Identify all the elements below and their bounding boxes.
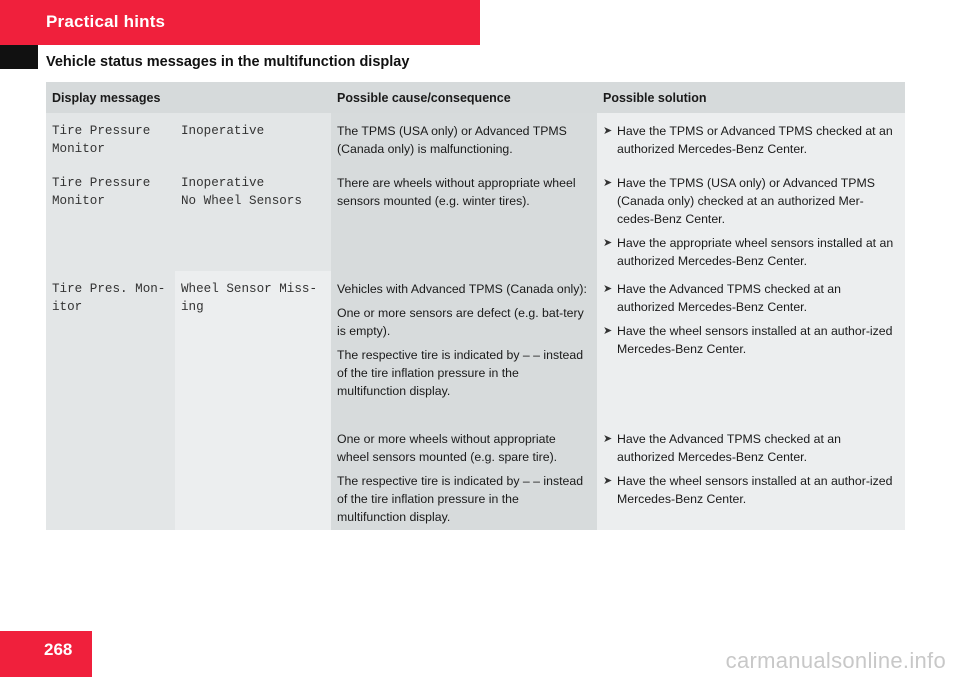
- page-header-title: Practical hints: [46, 12, 166, 31]
- solution-text: Have the Advanced TPMS checked at an authorized Mercedes-Benz Center.: [617, 432, 841, 464]
- row1-message-line2: Inoperative: [175, 113, 331, 165]
- cause-text: One or more wheels without appropriate wheel sensors mounted (e.g. spare tire).: [337, 432, 558, 464]
- row2-cause: [331, 165, 597, 271]
- row2-message-line1: Tire Pressure Monitor: [46, 165, 175, 271]
- row4-solution: [597, 421, 905, 530]
- table-header: [46, 82, 905, 113]
- cause-text: The respective tire is indicated by – – instead of the tire inflation pressure in the multifunction display.: [337, 474, 584, 524]
- column-header-solution: Possible solution: [603, 91, 707, 105]
- row1-message-line1: Tire Pressure Monitor: [46, 113, 175, 165]
- cause-text: There are wheels without appropriate wheel sensors mounted (e.g. winter tires).: [337, 176, 576, 208]
- solution-item: [603, 234, 899, 270]
- solution-item: [603, 430, 899, 466]
- section-title: Vehicle status messages in the multifunction display: [46, 54, 410, 70]
- arrow-right-icon: ➤: [603, 125, 613, 137]
- arrow-right-icon: ➤: [603, 177, 613, 189]
- row2-solution: [597, 165, 905, 271]
- row1-cause: [331, 113, 597, 165]
- row2-message-line2: Inoperative No Wheel Sensors: [175, 165, 331, 271]
- solution-item: [603, 280, 899, 316]
- row3-message-line1: Tire Pres. Mon- itor: [46, 271, 175, 530]
- row3-cause: [331, 271, 597, 421]
- row3-solution: [597, 271, 905, 421]
- cause-text: The TPMS (USA only) or Advanced TPMS (Canada only) is malfunctioning.: [337, 124, 567, 156]
- solution-text: Have the Advanced TPMS checked at an authorized Mercedes-Benz Center.: [617, 282, 841, 314]
- solution-text: Have the TPMS (USA only) or Advanced TPMS (Canada only) checked at an authorized Mer-cedes-Benz Center.: [617, 176, 875, 226]
- solution-text: Have the wheel sensors installed at an author-ized Mercedes-Benz Center.: [617, 474, 893, 506]
- arrow-right-icon: ➤: [603, 325, 613, 337]
- arrow-right-icon: ➤: [603, 283, 613, 295]
- column-header-cause: Possible cause/consequence: [337, 91, 511, 105]
- arrow-right-icon: ➤: [603, 237, 613, 249]
- row3-message-line2: Wheel Sensor Miss- ing: [175, 271, 331, 530]
- solution-item: [603, 322, 899, 358]
- arrow-right-icon: ➤: [603, 433, 613, 445]
- cause-text: Vehicles with Advanced TPMS (Canada only):: [337, 282, 587, 296]
- solution-text: Have the wheel sensors installed at an author-ized Mercedes-Benz Center.: [617, 324, 893, 356]
- cause-text: One or more sensors are defect (e.g. bat-tery is empty).: [337, 306, 584, 338]
- page-number: 268: [44, 640, 73, 659]
- solution-item: [603, 472, 899, 508]
- solution-item: [603, 122, 899, 158]
- column-header-display-messages: Display messages: [52, 91, 161, 105]
- solution-text: Have the appropriate wheel sensors installed at an authorized Mercedes-Benz Center.: [617, 236, 894, 268]
- cause-text: The respective tire is indicated by – – instead of the tire inflation pressure in the multifunction display.: [337, 348, 584, 398]
- watermark: carmanualsonline.info: [725, 648, 946, 673]
- section-marker: [0, 45, 38, 69]
- arrow-right-icon: ➤: [603, 475, 613, 487]
- solution-item: [603, 174, 899, 228]
- row1-solution: [597, 113, 905, 165]
- row4-cause: [331, 421, 597, 530]
- solution-text: Have the TPMS or Advanced TPMS checked at an authorized Mercedes-Benz Center.: [617, 124, 893, 156]
- status-messages-table: [46, 82, 905, 530]
